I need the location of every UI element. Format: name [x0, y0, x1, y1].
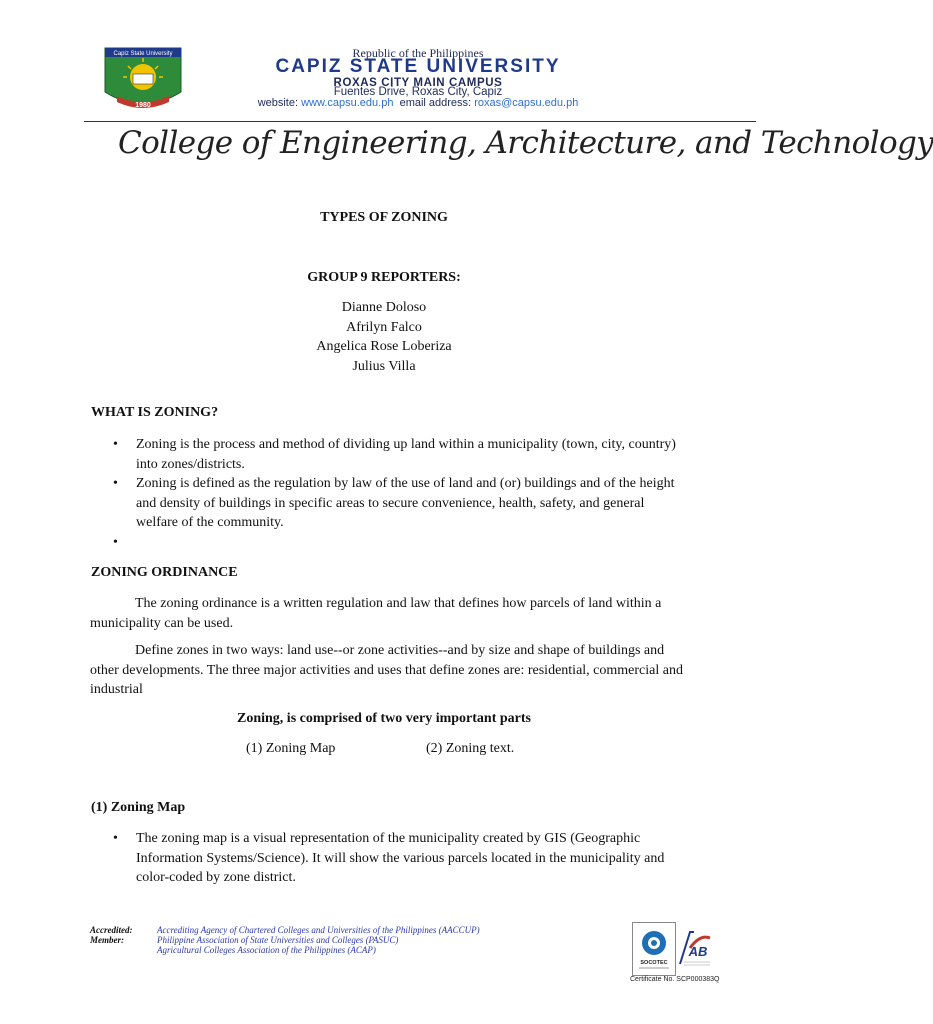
ordinance-paragraph — [90, 594, 690, 633]
reporters-heading: GROUP 9 REPORTERS: — [307, 270, 461, 285]
list-item-text: The zoning map is a visual representation of the municipality created by GIS (Geographic Information Systems/Science). It will show the various parcels located in the municipality and color-coded by zone district. — [136, 831, 665, 885]
what-is-zoning-heading: WHAT IS ZONING? — [91, 405, 219, 420]
zoning-map-heading: (1) Zoning Map — [91, 800, 186, 815]
list-item — [113, 829, 683, 888]
zoning-ordinance-heading: ZONING ORDINANCE — [91, 565, 238, 580]
list-item — [113, 474, 683, 533]
zoning-parts-heading: Zoning, is comprised of two very important parts — [237, 711, 531, 726]
svg-text:SOCOTEC: SOCOTEC — [640, 960, 668, 966]
header-divider — [84, 121, 756, 122]
certificate-number: Certificate No. SCP000383Q — [630, 976, 720, 983]
svg-text:Capiz State University: Capiz State University — [113, 51, 173, 57]
list-item-text: Zoning is defined as the regulation by law of the use of land and (or) buildings and of the height and density of buildings in specific areas to secure convenience, health, safety, and general welfare of the community. — [136, 476, 675, 530]
paragraph-text: Define zones in two ways: land use--or zone activities--and by size and shape of buildings and other developments. The three major activities and uses that define zones are: residential, commercial and industrial — [90, 643, 683, 697]
ab-accreditation-icon — [676, 924, 714, 972]
zoning-map-list — [113, 829, 683, 888]
zoning-part-text: (2) Zoning text. — [426, 741, 515, 756]
socotec-cert-icon — [632, 922, 676, 976]
member-label: Member: — [90, 935, 124, 945]
svg-text:1980: 1980 — [135, 102, 151, 109]
footer-labels — [90, 925, 132, 945]
what-is-zoning-list — [113, 435, 683, 552]
website-link[interactable]: www.capsu.edu.ph — [301, 97, 394, 109]
college-name: College of Engineering, Architecture, and Technology — [118, 125, 933, 161]
header-university-name: CAPIZ STATE UNIVERSITY — [275, 56, 561, 77]
org-acap: Agricultural Colleges Association of the Philippines (ACAP) — [157, 945, 376, 955]
reporter-name: Julius Villa — [352, 358, 416, 374]
bullet-icon: • — [113, 437, 118, 452]
reporter-name: Dianne Doloso — [341, 300, 427, 315]
zoning-part-map: (1) Zoning Map — [246, 741, 336, 756]
org-aaccup: Accrediting Agency of Chartered Colleges and Universities of the Philippines (AACCUP) — [157, 925, 480, 935]
website-label: website: — [257, 97, 299, 109]
header-contact — [228, 97, 608, 109]
header-campus: ROXAS CITY MAIN CAMPUS — [333, 77, 503, 89]
ordinance-paragraph — [90, 641, 690, 700]
bullet-icon: • — [113, 831, 118, 846]
header-republic: Republic of the Philippines — [352, 46, 484, 60]
email-label: email address: — [399, 97, 472, 109]
footer-organizations — [157, 925, 480, 955]
list-item — [113, 533, 683, 553]
document-title: TYPES OF ZONING — [320, 210, 448, 225]
paragraph-text: The zoning ordinance is a written regulation and law that defines how parcels of land within a municipality can be used. — [90, 596, 662, 631]
list-item — [113, 435, 683, 474]
svg-text:AB: AB — [688, 944, 708, 959]
org-pasuc: Philippine Association of State Universities and Colleges (PASUC) — [157, 935, 399, 945]
bullet-icon: • — [113, 534, 118, 550]
university-logo — [100, 44, 186, 116]
list-item-text: Zoning is the process and method of dividing up land within a municipality (town, city, country) into zones/districts. — [136, 437, 676, 472]
reporters-list — [0, 298, 768, 376]
bullet-icon: • — [113, 476, 118, 491]
accredited-label: Accredited: — [90, 925, 133, 935]
reporter-name: Afrilyn Falco — [346, 319, 422, 335]
email-link[interactable]: roxas@capsu.edu.ph — [474, 97, 579, 109]
header-address: Fuentes Drive, Roxas City, Capiz — [333, 86, 503, 98]
reporter-name: Angelica Rose Loberiza — [316, 339, 452, 354]
